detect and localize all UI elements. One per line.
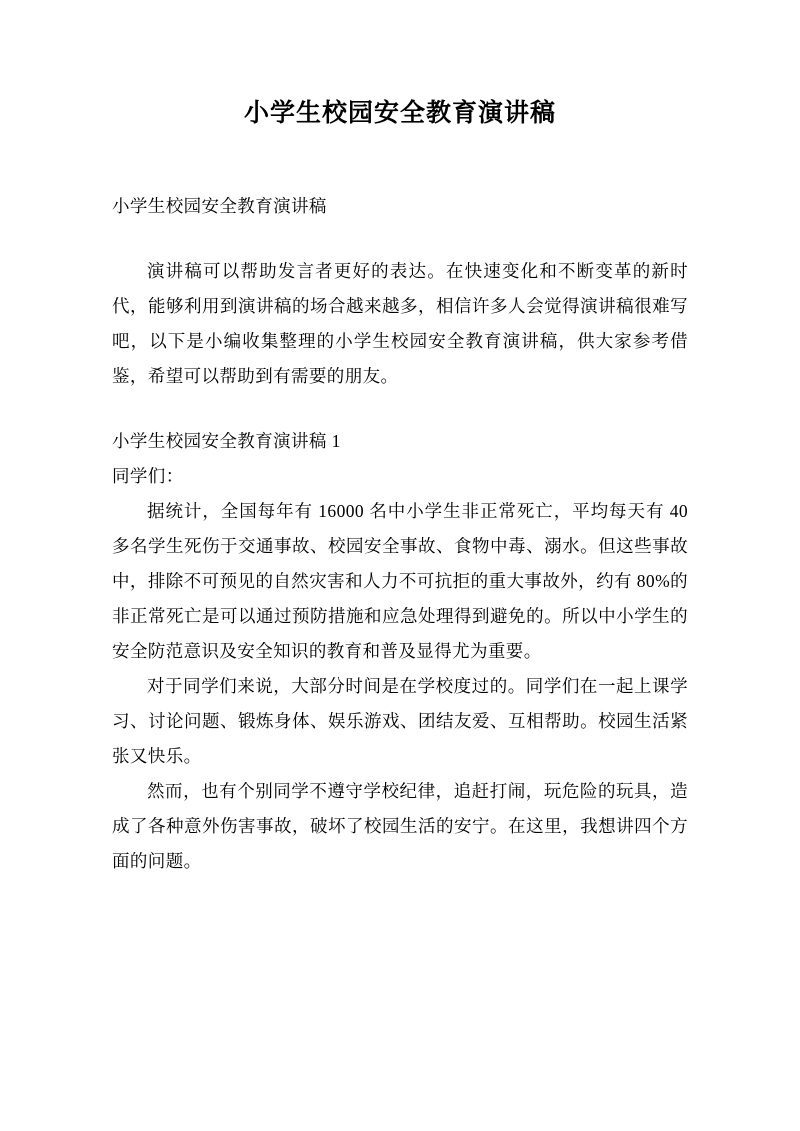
page-title: 小学生校园安全教育演讲稿: [243, 99, 556, 127]
spacer: [112, 224, 688, 254]
body-paragraph: 据统计，全国每年有 16000 名中小学生非正常死亡，平均每天有 40 多名学生死伤于交通事故、校园安全事故、食物中毒、溺水。但这些事故中，排除不可预见的自然灾害和人力不可抗拒的重大事故外，约有 80%的非正常死亡是可以通过预防措施和应急处理得到避免的。所以中小学生的安全防范意识及安全知识的教育和普及显得尤为重要。: [112, 501, 688, 661]
spacer: [112, 394, 688, 424]
subtitle-line: 小学生校园安全教育演讲稿: [112, 196, 327, 216]
body-paragraph: 然而，也有个别同学不遵守学校纪律，追赶打闹，玩危险的玩具，造成了各种意外伤害事故，破坏了校园生活的安宁。在这里，我想讲四个方面的问题。: [112, 781, 688, 871]
section-heading: 小学生校园安全教育演讲稿 1: [112, 431, 341, 451]
intro-paragraph: 演讲稿可以帮助发言者更好的表达。在快速变化和不断变革的新时代，能够利用到演讲稿的场合越来越多，相信许多人会觉得演讲稿很难写吧，以下是小编收集整理的小学生校园安全教育演讲稿，供大家参考借鉴，希望可以帮助到有需要的朋友。: [112, 261, 688, 386]
body-paragraph: 对于同学们来说，大部分时间是在学校度过的。同学们在一起上课学习、讨论问题、锻炼身体、娱乐游戏、团结友爱、互相帮助。校园生活紧张又快乐。: [112, 676, 688, 766]
salutation: 同学们：: [112, 466, 184, 486]
document-body: [112, 189, 688, 879]
